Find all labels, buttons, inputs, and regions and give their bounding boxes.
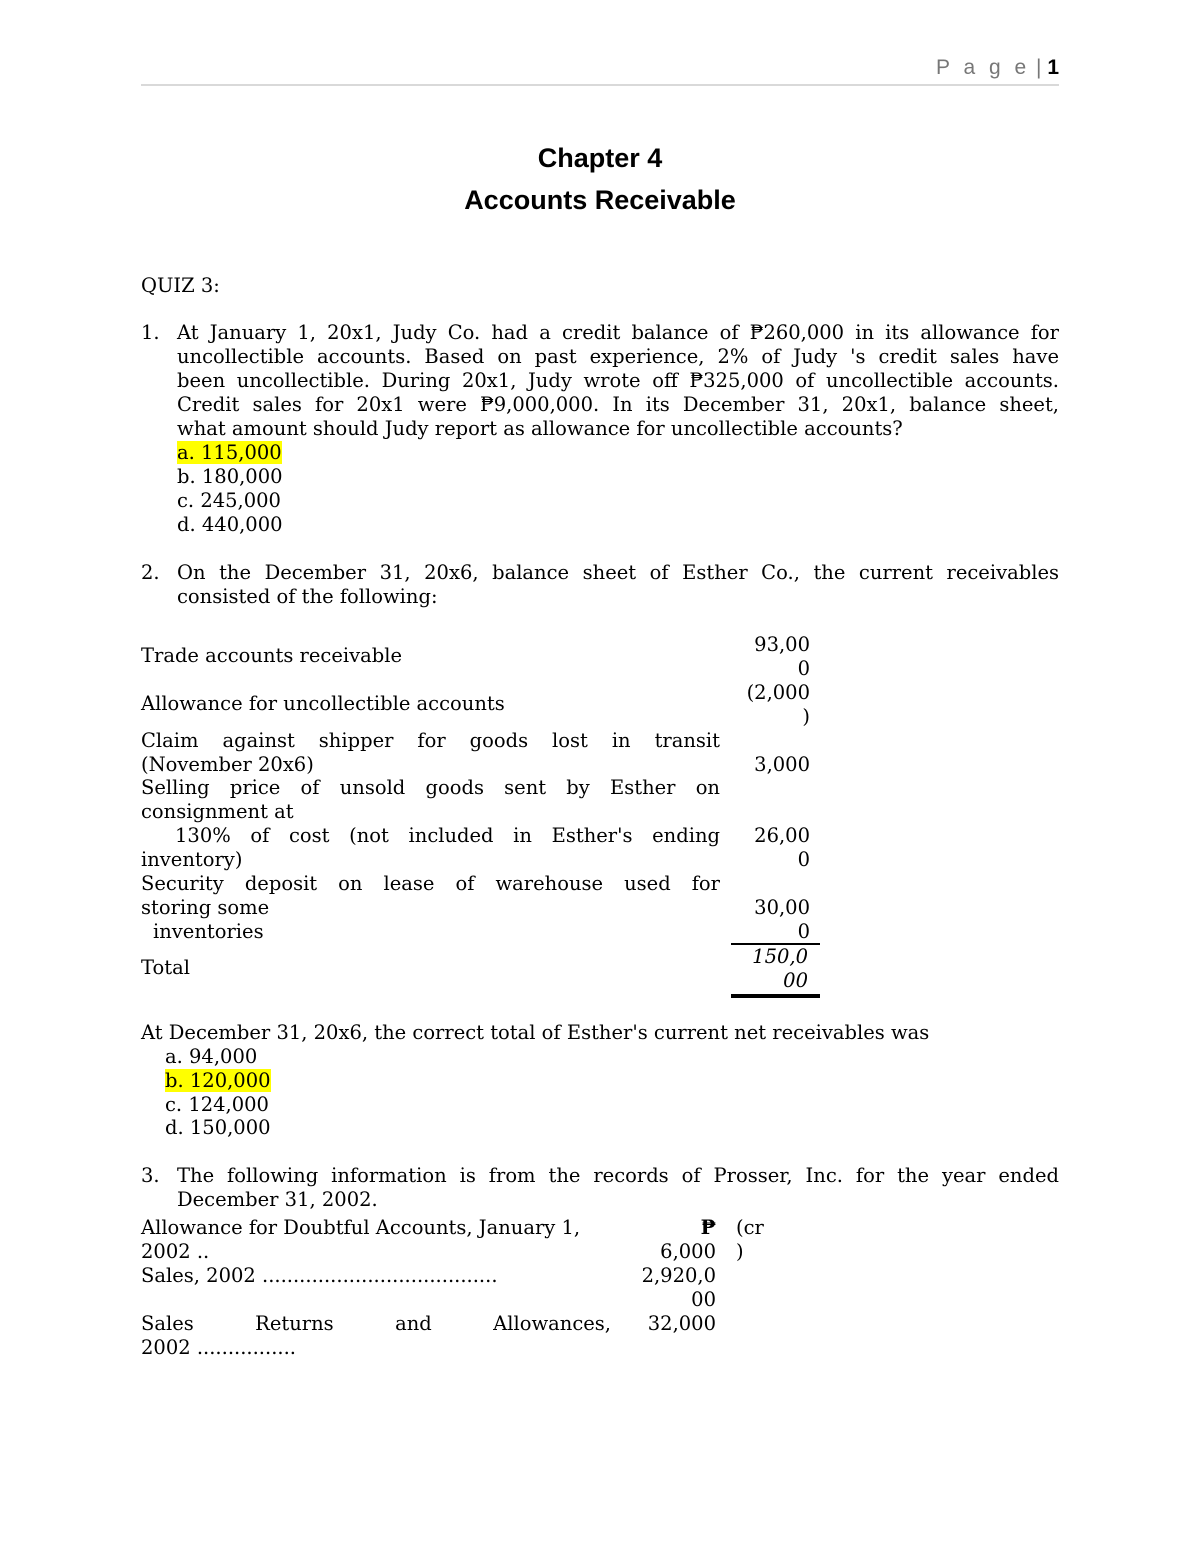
q2-question: At December 31, 20x6, the correct total of Esther's current net receivables was [141, 1021, 930, 1044]
row-claim-label-2: (November 20x6) [141, 753, 314, 776]
q3-sales-amount-2: 00 [691, 1288, 716, 1311]
row-selling-amount-1: 26,00 [754, 824, 810, 847]
row-selling-label-4: inventory) [141, 848, 243, 871]
row-total-amount-1: 150,0 [752, 945, 808, 968]
page-number: 1 [1047, 56, 1059, 79]
q3-allowance-note-2: ) [736, 1240, 744, 1263]
q1-number: 1. [141, 321, 160, 344]
q1-option-d: d. 440,000 [177, 513, 283, 536]
q3-number: 3. [141, 1164, 160, 1187]
row-trade-amount-2: 0 [797, 657, 810, 680]
row-trade-amount-1: 93,00 [754, 633, 810, 656]
page-separator: | [1030, 56, 1048, 79]
q2-option-c: c. 124,000 [165, 1093, 269, 1116]
row-security-label-1: Security deposit on lease of warehouse used for [141, 872, 720, 895]
q2-option-a: a. 94,000 [165, 1045, 258, 1068]
q3-allowance-note-1: (cr [736, 1216, 764, 1239]
row-security-label-2: storing some [141, 896, 270, 919]
row-security-label-3: inventories [153, 920, 264, 943]
q3-sales-label: Sales, 2002 ...................................... [141, 1264, 498, 1287]
q2-line-1: On the December 31, 20x6, balance sheet of Esther Co., the current receivables [177, 561, 1059, 584]
quiz-label: QUIZ 3: [141, 274, 220, 297]
row-allowance-amount-2: ) [802, 705, 810, 728]
row-total-amount-2: 00 [783, 969, 808, 992]
row-selling-amount-2: 0 [797, 848, 810, 871]
q1-line-1: At January 1, 20x1, Judy Co. had a credit balance of ₱260,000 in its allowance for [177, 321, 1059, 344]
row-allowance-amount-1: (2,000 [746, 681, 810, 704]
total-bottom-rule [731, 994, 820, 998]
row-selling-label-3: 130% of cost (not included in Esther's ending [175, 824, 720, 847]
q3-line-2: December 31, 2002. [177, 1188, 378, 1211]
q2-number: 2. [141, 561, 160, 584]
q1-line-2: uncollectible accounts. Based on past experience, 2% of Judy 's credit sales have [177, 345, 1059, 368]
row-security-amount-1: 30,00 [754, 896, 810, 919]
page-header [141, 56, 1059, 86]
q3-line-1: The following information is from the records of Prosser, Inc. for the year ended [177, 1164, 1059, 1187]
row-security-amount-2: 0 [797, 920, 810, 943]
row-trade-label: Trade accounts receivable [141, 644, 403, 667]
q1-option-c: c. 245,000 [177, 489, 281, 512]
q1-option-a-highlighted: a. 115,000 [177, 441, 282, 464]
q3-returns-amount: 32,000 [647, 1312, 716, 1335]
q3-returns-label-1: Sales Returns and Allowances, [141, 1312, 611, 1335]
q1-line-4: Credit sales for 20x1 were ₱9,000,000. In its December 31, 20x1, balance sheet, [177, 393, 1059, 416]
q3-allowance-label-2: 2002 .. [141, 1240, 210, 1263]
row-claim-label-1: Claim against shipper for goods lost in transit [141, 729, 720, 752]
q1-line-3: been uncollectible. During 20x1, Judy wrote off ₱325,000 of uncollectible accounts. [177, 369, 1059, 392]
row-claim-amount: 3,000 [754, 753, 810, 776]
q2-line-2: consisted of the following: [177, 585, 438, 608]
row-selling-label-1: Selling price of unsold goods sent by Esther on [141, 776, 720, 799]
q2-option-b-highlighted: b. 120,000 [165, 1069, 271, 1092]
chapter-subtitle: Accounts Receivable [464, 185, 736, 215]
chapter-title: Chapter 4 [537, 143, 663, 173]
q2-option-d: d. 150,000 [165, 1116, 271, 1139]
q3-allowance-amount: 6,000 [660, 1240, 716, 1263]
q3-allowance-currency: ₱ [700, 1216, 716, 1239]
q3-sales-amount-1: 2,920,0 [641, 1264, 716, 1287]
q3-returns-label-2: 2002 ................ [141, 1336, 297, 1359]
row-allowance-label: Allowance for uncollectible accounts [141, 692, 505, 715]
q1-option-b: b. 180,000 [177, 465, 283, 488]
q3-allowance-label-1: Allowance for Doubtful Accounts, January 1, [141, 1216, 581, 1239]
row-selling-label-2: consignment at [141, 800, 294, 823]
row-total-label: Total [141, 956, 190, 979]
page-word: P a g e [936, 56, 1031, 79]
q1-line-5: what amount should Judy report as allowance for uncollectible accounts? [177, 417, 903, 440]
